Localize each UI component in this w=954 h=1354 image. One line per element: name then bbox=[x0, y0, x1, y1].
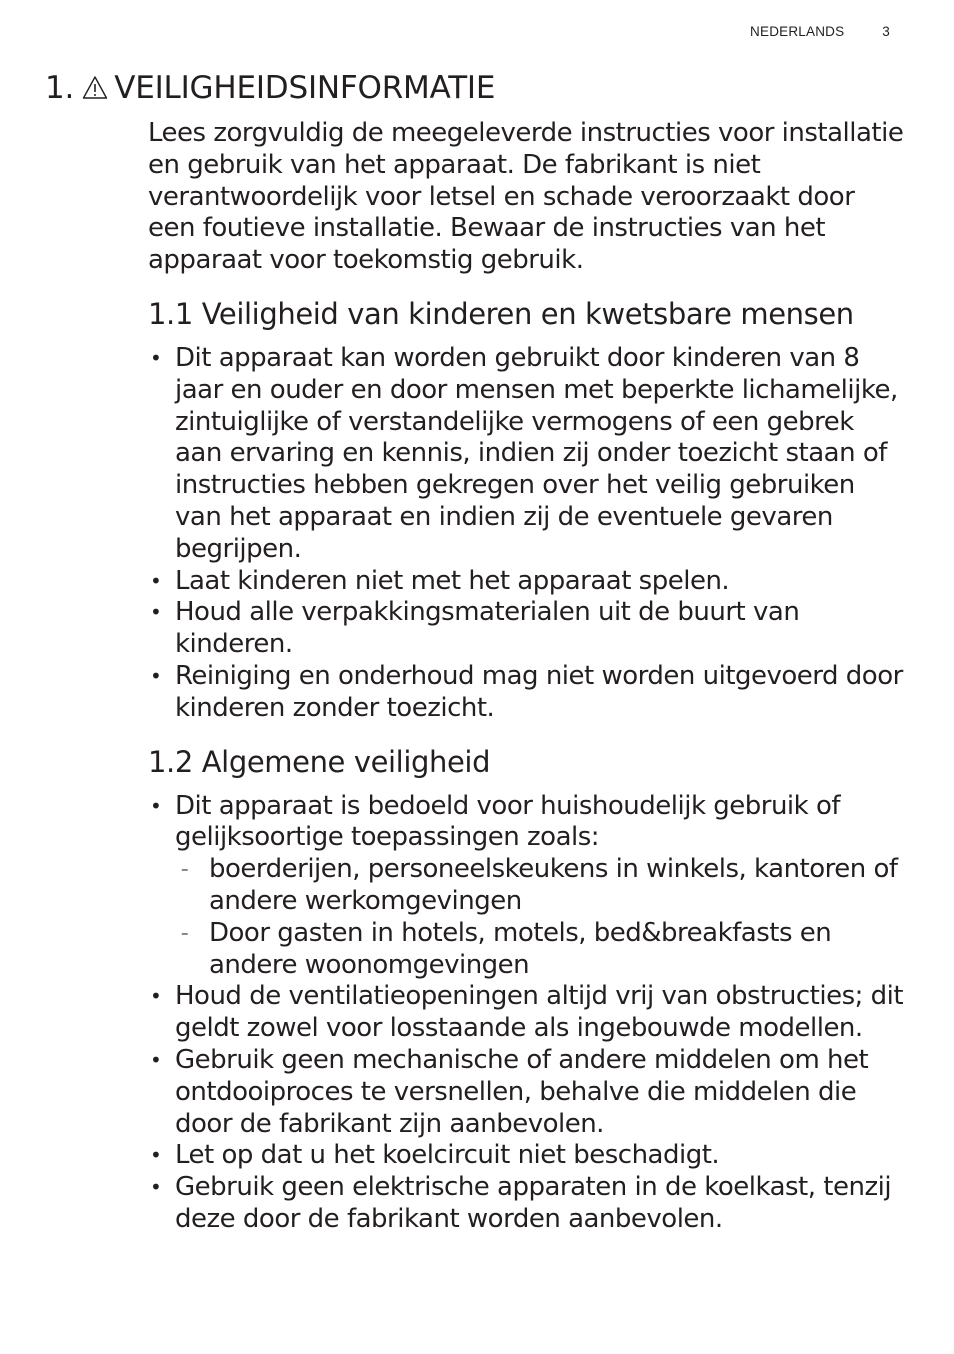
content bbox=[148, 118, 908, 1236]
list-item-text: Reiniging en onderhoud mag niet worden uitgevoerd door kinderen zonder toezicht. bbox=[175, 660, 903, 723]
list-item bbox=[148, 791, 908, 982]
list-item-text: Laat kinderen niet met het apparaat spelen. bbox=[175, 565, 730, 596]
bullet-icon: • bbox=[150, 793, 162, 818]
bullet-icon: • bbox=[150, 663, 162, 688]
list-item-text: Gebruik geen mechanische of andere middelen om het ontdooiproces te versnellen, behalve die middelen die door de fabrikant zijn aanbevolen. bbox=[175, 1044, 869, 1139]
list-item bbox=[148, 1045, 908, 1140]
section-number: 1. bbox=[45, 70, 75, 106]
bullet-icon: • bbox=[150, 1143, 162, 1168]
list-item bbox=[148, 597, 908, 661]
child-safety-list bbox=[148, 343, 908, 725]
warning-triangle-icon bbox=[82, 75, 108, 100]
list-item bbox=[148, 981, 908, 1045]
list-item bbox=[148, 1172, 908, 1236]
sub-list-item-text: Door gasten in hotels, motels, bed&breakfasts en andere woonomgevingen bbox=[209, 917, 832, 980]
sub-list-item-text: boerderijen, personeelskeukens in winkels, kantoren of andere werkomgevingen bbox=[209, 854, 898, 916]
page-number: 3 bbox=[882, 24, 890, 39]
bullet-icon: • bbox=[150, 1047, 162, 1072]
bullet-icon: • bbox=[150, 600, 162, 625]
list-item-text: Dit apparaat is bedoeld voor huishoudelijk gebruik of gelijksoortige toepassingen zoals: bbox=[175, 790, 841, 853]
list-item-text: Let op dat u het koelcircuit niet beschadigt. bbox=[175, 1140, 720, 1171]
list-item bbox=[148, 661, 908, 725]
bullet-icon: • bbox=[150, 1175, 162, 1200]
list-item-text: Dit apparaat kan worden gebruikt door kinderen van 8 jaar en ouder en door mensen met beperkte lichamelijke, zintuiglijke of verstandelijke vermogens of een gebrek aan ervaring en kennis, indien zij onder toezicht staan of instructies hebben gekregen over het veilig gebruiken van het apparaat en indien zij de eventuele gevaren begrijpen. bbox=[175, 342, 898, 564]
heading-general-safety: 1.2 Algemene veiligheid bbox=[148, 744, 491, 779]
list-item bbox=[148, 566, 908, 598]
sub-list bbox=[175, 854, 908, 981]
sub-list-item bbox=[175, 918, 908, 982]
list-item bbox=[148, 1140, 908, 1172]
dash-icon: – bbox=[181, 923, 188, 942]
dash-icon: – bbox=[181, 860, 188, 879]
list-item-text: Gebruik geen elektrische apparaten in de koelkast, tenzij deze door de fabrikant worden aanbevolen. bbox=[175, 1172, 892, 1234]
page-header bbox=[750, 24, 890, 39]
list-item bbox=[148, 343, 908, 566]
sub-list-item bbox=[175, 854, 908, 918]
section-title-text: VEILIGHEIDSINFORMATIE bbox=[114, 70, 496, 106]
general-safety-list bbox=[148, 791, 908, 1236]
bullet-icon: • bbox=[150, 568, 162, 593]
bullet-icon: • bbox=[150, 984, 162, 1009]
list-item-text: Houd alle verpakkingsmaterialen uit de buurt van kinderen. bbox=[175, 597, 800, 660]
language-label: NEDERLANDS bbox=[750, 24, 845, 39]
intro-paragraph: Lees zorgvuldig de meegeleverde instructies voor installatie en gebruik van het apparaat. De fabrikant is niet verantwoordelijk voor letsel en schade veroorzaakt door een foutieve installatie. Bewaar de instructies van het apparaat voor toekomstig gebruik. bbox=[148, 118, 904, 276]
bullet-icon: • bbox=[150, 345, 162, 370]
list-item-text: Houd de ventilatieopeningen altijd vrij van obstructies; dit geldt zowel voor losstaande als ingebouwde modellen. bbox=[175, 981, 904, 1044]
heading-child-safety: 1.1 Veiligheid van kinderen en kwetsbare mensen bbox=[148, 296, 854, 331]
section-title bbox=[45, 68, 495, 108]
